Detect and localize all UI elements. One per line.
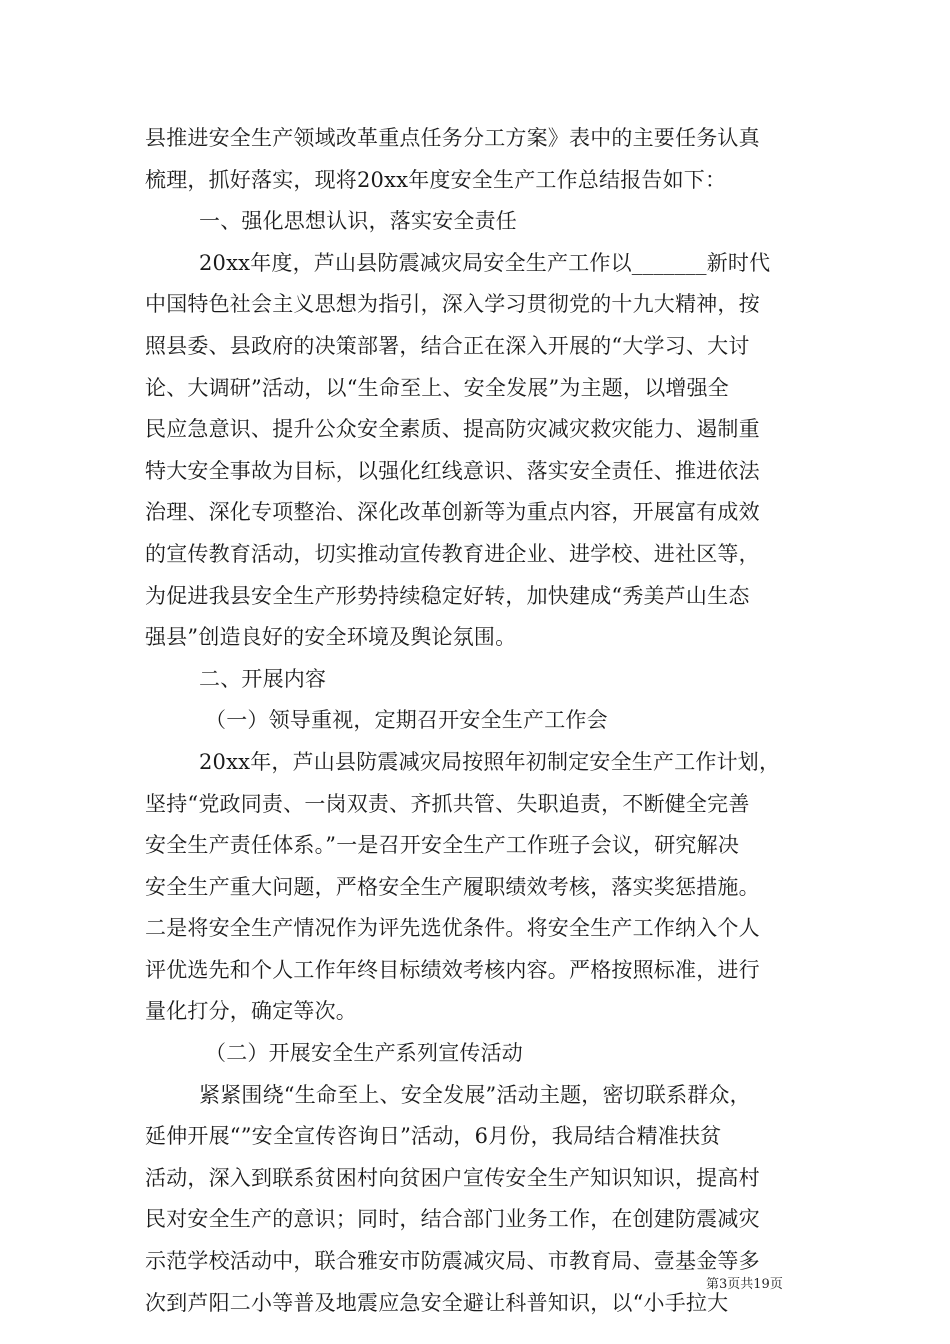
- text-line: 为促进我县安全生产形势持续稳定好转，加快建成“秀美芦山生态: [145, 583, 750, 608]
- text-line: 特大安全事故为目标，以强化红线意识、落实安全责任、推进依法: [145, 458, 760, 483]
- text-line: 安全生产责任体系。”一是召开安全生产工作班子会议，研究解决: [145, 833, 740, 858]
- section-heading: 二、开展内容: [199, 666, 327, 691]
- text-line: 梳理，抓好落实，现将20xx年度安全生产工作总结报告如下：: [145, 167, 727, 192]
- text-line: 活动，深入到联系贫困村向贫困户宣传安全生产知识知识，提高村: [145, 1165, 760, 1190]
- text-line: 民应急意识、提升公众安全素质、提高防灾减灾救灾能力、遏制重: [145, 417, 760, 442]
- text-line: 量化打分，确定等次。: [145, 999, 357, 1024]
- text-line: 的宣传教育活动，切实推动宣传教育进企业、进学校、进社区等，: [145, 541, 760, 566]
- section-heading: 一、强化思想认识，落实安全责任: [199, 209, 517, 234]
- text-line: 论、大调研”活动，以“生命至上、安全发展”为主题，以增强全: [145, 375, 730, 400]
- text-line: 强县”创造良好的安全环境及舆论氛围。: [145, 625, 517, 650]
- text-line: 照县委、县政府的决策部署，结合正在深入开展的“大学习、大讨: [145, 333, 750, 358]
- text-line: 二是将安全生产情况作为评先选优条件。将安全生产工作纳入个人: [145, 916, 760, 941]
- text-line: 20xx年，芦山县防震减灾局按照年初制定安全生产工作计划，: [199, 749, 781, 774]
- subsection-heading: （二）开展安全生产系列宣传活动: [205, 1041, 523, 1066]
- text-line: 次到芦阳二小等普及地震应急安全避让科普知识，以“小手拉大: [145, 1290, 729, 1315]
- text-line: 民对安全生产的意识；同时，结合部门业务工作，在创建防震减灾: [145, 1207, 760, 1232]
- text-line: 坚持“党政同责、一岗双责、齐抓共管、失职追责，不断健全完善: [145, 791, 750, 816]
- page-number: 第3页共19页: [706, 1277, 783, 1292]
- text-line: 紧紧围绕“生命至上、安全发展”活动主题，密切联系群众，: [199, 1082, 751, 1107]
- text-line: 示范学校活动中，联合雅安市防震减灾局、市教育局、壹基金等多: [145, 1249, 760, 1274]
- text-line: 安全生产重大问题，严格安全生产履职绩效考核，落实奖惩措施。: [145, 874, 760, 899]
- text-line: 延伸开展“”安全宣传咨询日”活动，6月份，我局结合精准扶贫: [145, 1124, 722, 1149]
- text-line: 中国特色社会主义思想为指引，深入学习贯彻党的十九大精神，按: [145, 292, 760, 317]
- subsection-heading: （一）领导重视，定期召开安全生产工作会: [205, 708, 608, 733]
- text-line: 评优选先和个人工作年终目标绩效考核内容。严格按照标准，进行: [145, 957, 760, 982]
- text-line: 治理、深化专项整治、深化改革创新等为重点内容，开展富有成效: [145, 500, 760, 525]
- text-line: 20xx年度，芦山县防震减灾局安全生产工作以_______新时代: [199, 250, 771, 275]
- text-line: 县推进安全生产领域改革重点任务分工方案》表中的主要任务认真: [145, 126, 760, 150]
- document-body: [145, 118, 810, 1324]
